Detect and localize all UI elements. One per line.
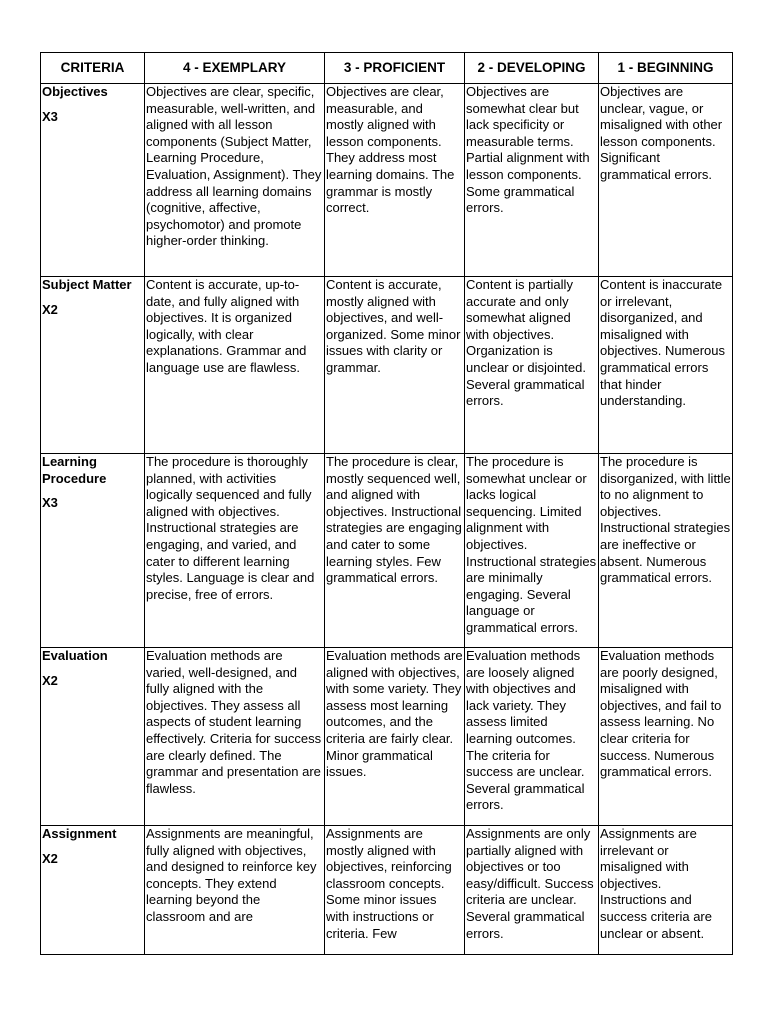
level-2-description: Evaluation methods are loosely aligned with objectives and lack variety. They assess limited learning outcomes. The criteria for success are unclear. Several grammatical errors. [465, 648, 599, 826]
row-learning-procedure [41, 454, 733, 648]
level-3-description: Content is accurate, mostly aligned with objectives, and well-organized. Some minor issues with clarity or grammar. [325, 277, 465, 454]
level-1-description: Assignments are irrelevant or misaligned with objectives. Instructions and success criteria are unclear or absent. [599, 826, 733, 955]
criterion-name: Evaluation [42, 648, 108, 663]
row-subject-matter [41, 277, 733, 454]
criterion-name: Subject Matter [42, 277, 132, 292]
criterion-weight: X2 [42, 850, 58, 866]
rubric-table [40, 52, 733, 955]
header-level-4: 4 - EXEMPLARY [145, 53, 325, 84]
criterion-cell [41, 826, 145, 955]
criterion-name: Objectives [42, 84, 108, 99]
row-objectives [41, 84, 733, 277]
level-1-description: Content is inaccurate or irrelevant, disorganized, and misaligned with objectives. Numerous grammatical errors that hinder understanding. [599, 277, 733, 454]
level-1-description: The procedure is disorganized, with little to no alignment to objectives. Instructional strategies are ineffective or absent. Numerous grammatical errors. [599, 454, 733, 648]
level-2-description: The procedure is somewhat unclear or lacks logical sequencing. Limited alignment with objectives. Instructional strategies are minimally engaging. Several language or grammatical errors. [465, 454, 599, 648]
header-row [41, 53, 733, 84]
header-level-2: 2 - DEVELOPING [465, 53, 599, 84]
criterion-weight: X2 [42, 301, 58, 317]
level-4-description: The procedure is thoroughly planned, with activities logically sequenced and fully aligned with objectives. Instructional strategies are engaging, and varied, and cater to different learning styles. Language is clear and precise, free of errors. [145, 454, 325, 648]
level-3-description: Evaluation methods are aligned with objectives, with some variety. They assess most learning outcomes, and the criteria are fairly clear. Minor grammatical issues. [325, 648, 465, 826]
level-3-description: Objectives are clear, measurable, and mostly aligned with lesson components. They address most learning domains. The grammar is mostly correct. [325, 84, 465, 277]
level-3-description: The procedure is clear, mostly sequenced well, and aligned with objectives. Instructional strategies are engaging and cater to some learning styles. Few grammatical errors. [325, 454, 465, 648]
level-3-description: Assignments are mostly aligned with objectives, reinforcing classroom concepts. Some minor issues with instructions or criteria. Few [325, 826, 465, 955]
level-2-description: Objectives are somewhat clear but lack specificity or measurable terms. Partial alignment with lesson components. Some grammatical errors. [465, 84, 599, 277]
header-level-1: 1 - BEGINNING [599, 53, 733, 84]
level-1-description: Evaluation methods are poorly designed, misaligned with objectives, and fail to assess learning. No clear criteria for success. Numerous grammatical errors. [599, 648, 733, 826]
criterion-name: Learning Procedure [42, 454, 107, 486]
criterion-name: Assignment [42, 826, 117, 841]
row-assignment [41, 826, 733, 955]
criterion-cell [41, 84, 145, 277]
level-4-description: Content is accurate, up-to-date, and fully aligned with objectives. It is organized logically, with clear explanations. Grammar and language use are flawless. [145, 277, 325, 454]
level-4-description: Assignments are meaningful, fully aligned with objectives, and designed to reinforce key concepts. They extend learning beyond the classroom and are [145, 826, 325, 955]
criterion-cell [41, 454, 145, 648]
criterion-cell [41, 648, 145, 826]
level-4-description: Evaluation methods are varied, well-designed, and fully aligned with the objectives. They assess all aspects of student learning effectively. Criteria for success are clearly defined. The grammar and presentation are flawless. [145, 648, 325, 826]
row-evaluation [41, 648, 733, 826]
header-level-3: 3 - PROFICIENT [325, 53, 465, 84]
level-1-description: Objectives are unclear, vague, or misaligned with other lesson components. Significant grammatical errors. [599, 84, 733, 277]
criterion-weight: X2 [42, 672, 58, 688]
criterion-weight: X3 [42, 108, 58, 124]
header-criteria: CRITERIA [41, 53, 145, 84]
level-2-description: Assignments are only partially aligned with objectives or too easy/difficult. Success criteria are unclear. Several grammatical errors. [465, 826, 599, 955]
criterion-cell [41, 277, 145, 454]
criterion-weight: X3 [42, 495, 58, 511]
level-4-description: Objectives are clear, specific, measurable, well-written, and aligned with all lesson components (Subject Matter, Learning Procedure, Evaluation, Assignment). They address all learning domains (cognitive, affective, psychomotor) and promote higher-order thinking. [145, 84, 325, 277]
level-2-description: Content is partially accurate and only somewhat aligned with objectives. Organization is unclear or disjointed. Several grammatical errors. [465, 277, 599, 454]
